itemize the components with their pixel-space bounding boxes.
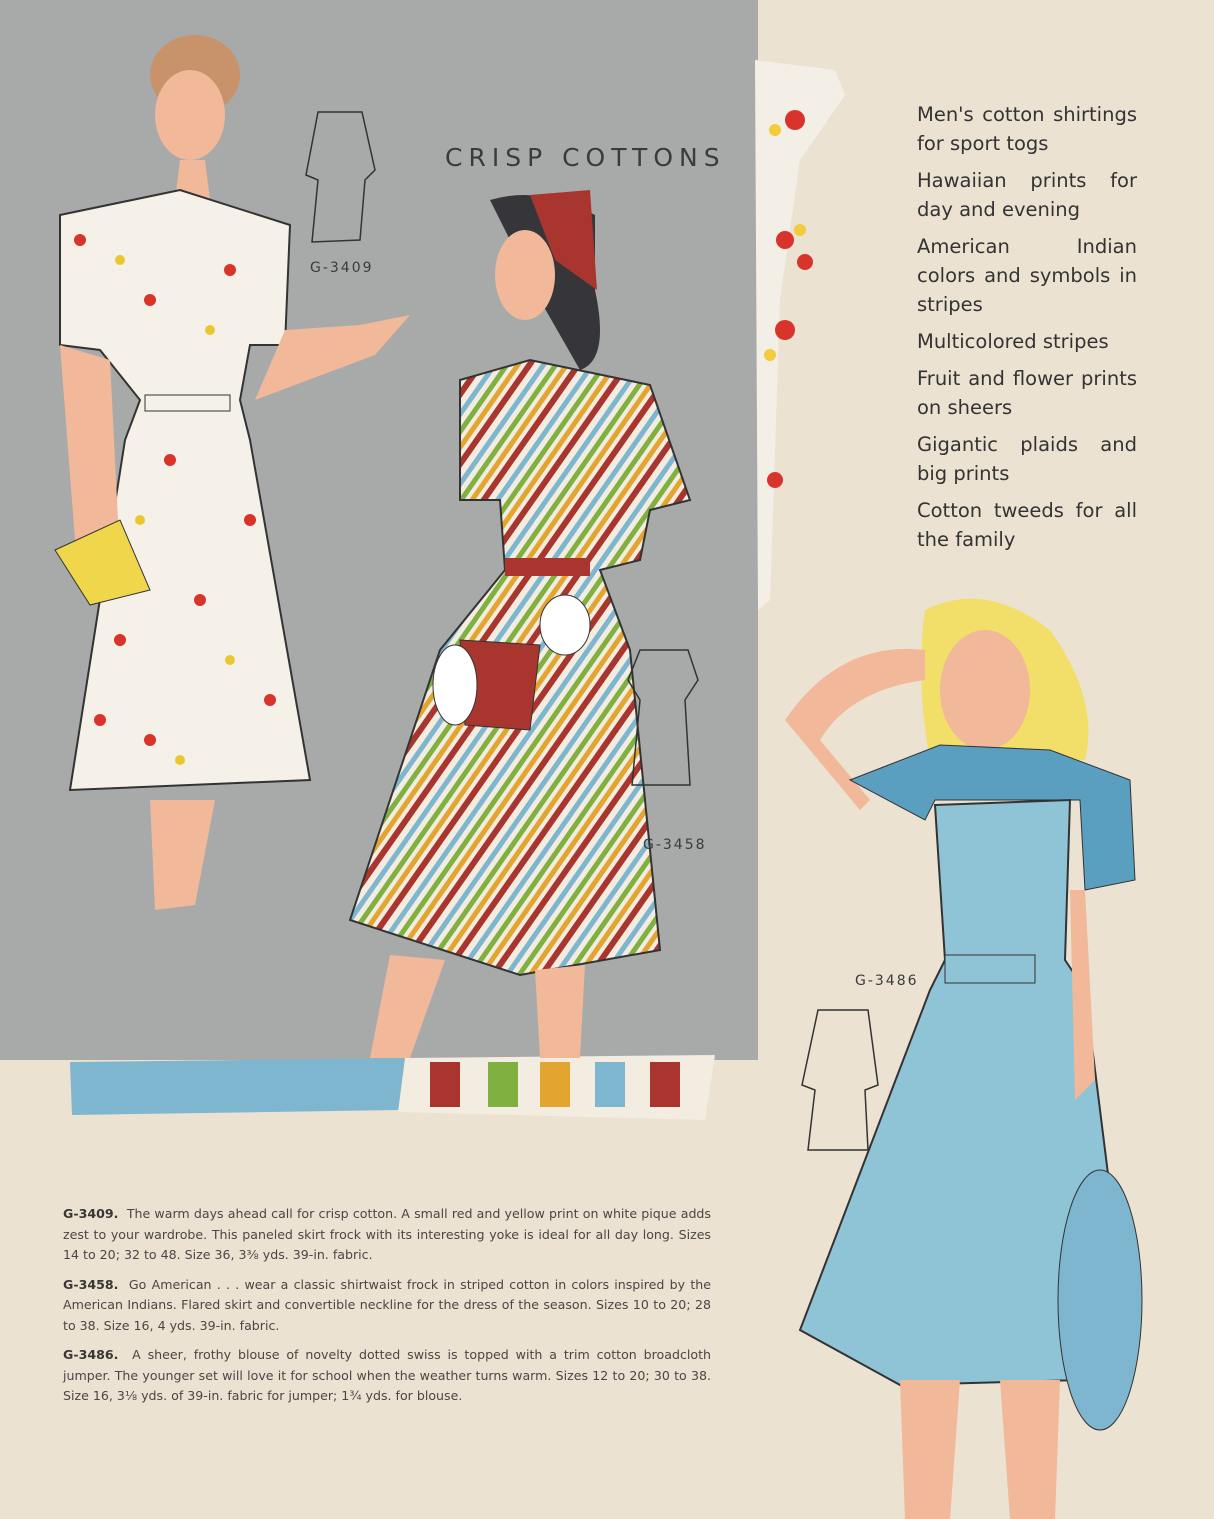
feature-item: Men's cotton shirtings for sport togs (917, 103, 1137, 155)
description-code: G-3409. (63, 1206, 119, 1221)
dotted-swatch (70, 1058, 410, 1115)
page-title: CRISP COTTONS (445, 143, 726, 172)
sketch-g3409 (306, 112, 375, 242)
feature-item: Multicolored stripes (917, 330, 1109, 353)
description-code: G-3458. (63, 1276, 119, 1292)
pattern-code-middle: G-3458 (643, 837, 707, 853)
description-paragraph (63, 1345, 711, 1407)
feature-list (917, 100, 1137, 562)
feature-item: Cotton tweeds for all the family (917, 499, 1137, 551)
pattern-code-right: G-3486 (855, 973, 919, 989)
description-paragraph (63, 1204, 711, 1266)
description-text: A sheer, frothy blouse of novelty dotted swiss is topped with a trim cotton broadcloth jumper. The younger set will love it for school when the weather turns warm. Sizes 12 to 20; 30 to 38. Size 16, 3⅛ yds. of 39-in. fabric for jumper; 1¾ yds. for blouse. (63, 1347, 711, 1403)
pattern-descriptions (63, 1204, 711, 1416)
figure-blue-jumper (785, 599, 1142, 1519)
pattern-code-left: G-3409 (310, 260, 374, 276)
description-text: Go American . . . wear a classic shirtwaist frock in striped cotton in colors inspired by the American Indians. Flared skirt and convertible neckline for the dress of the season. Sizes 10 to 20; 28 to 38. Size 16, 4 yds. 39-in. fabric. (63, 1276, 711, 1333)
floral-fabric-swatch (755, 60, 845, 610)
figure-floral-dress (55, 35, 410, 910)
feature-item: Gigantic plaids and big prints (917, 433, 1137, 485)
feature-item: Fruit and flower prints on sheers (917, 367, 1137, 419)
description-text: The warm days ahead call for crisp cotton. A small red and yellow print on white pique adds zest to your wardrobe. This paneled skirt frock with its interesting yoke is ideal for all day long. Sizes 14 to 20; 32 to 48. Size 36, 3⅜ yds. 39-in. fabric. (63, 1206, 711, 1262)
description-paragraph (63, 1275, 711, 1337)
sketch-g3486 (802, 1010, 878, 1150)
description-code: G-3486. (63, 1347, 119, 1362)
feature-item: American Indian colors and symbols in stripes (917, 235, 1137, 316)
feature-item: Hawaiian prints for day and evening (917, 169, 1137, 221)
